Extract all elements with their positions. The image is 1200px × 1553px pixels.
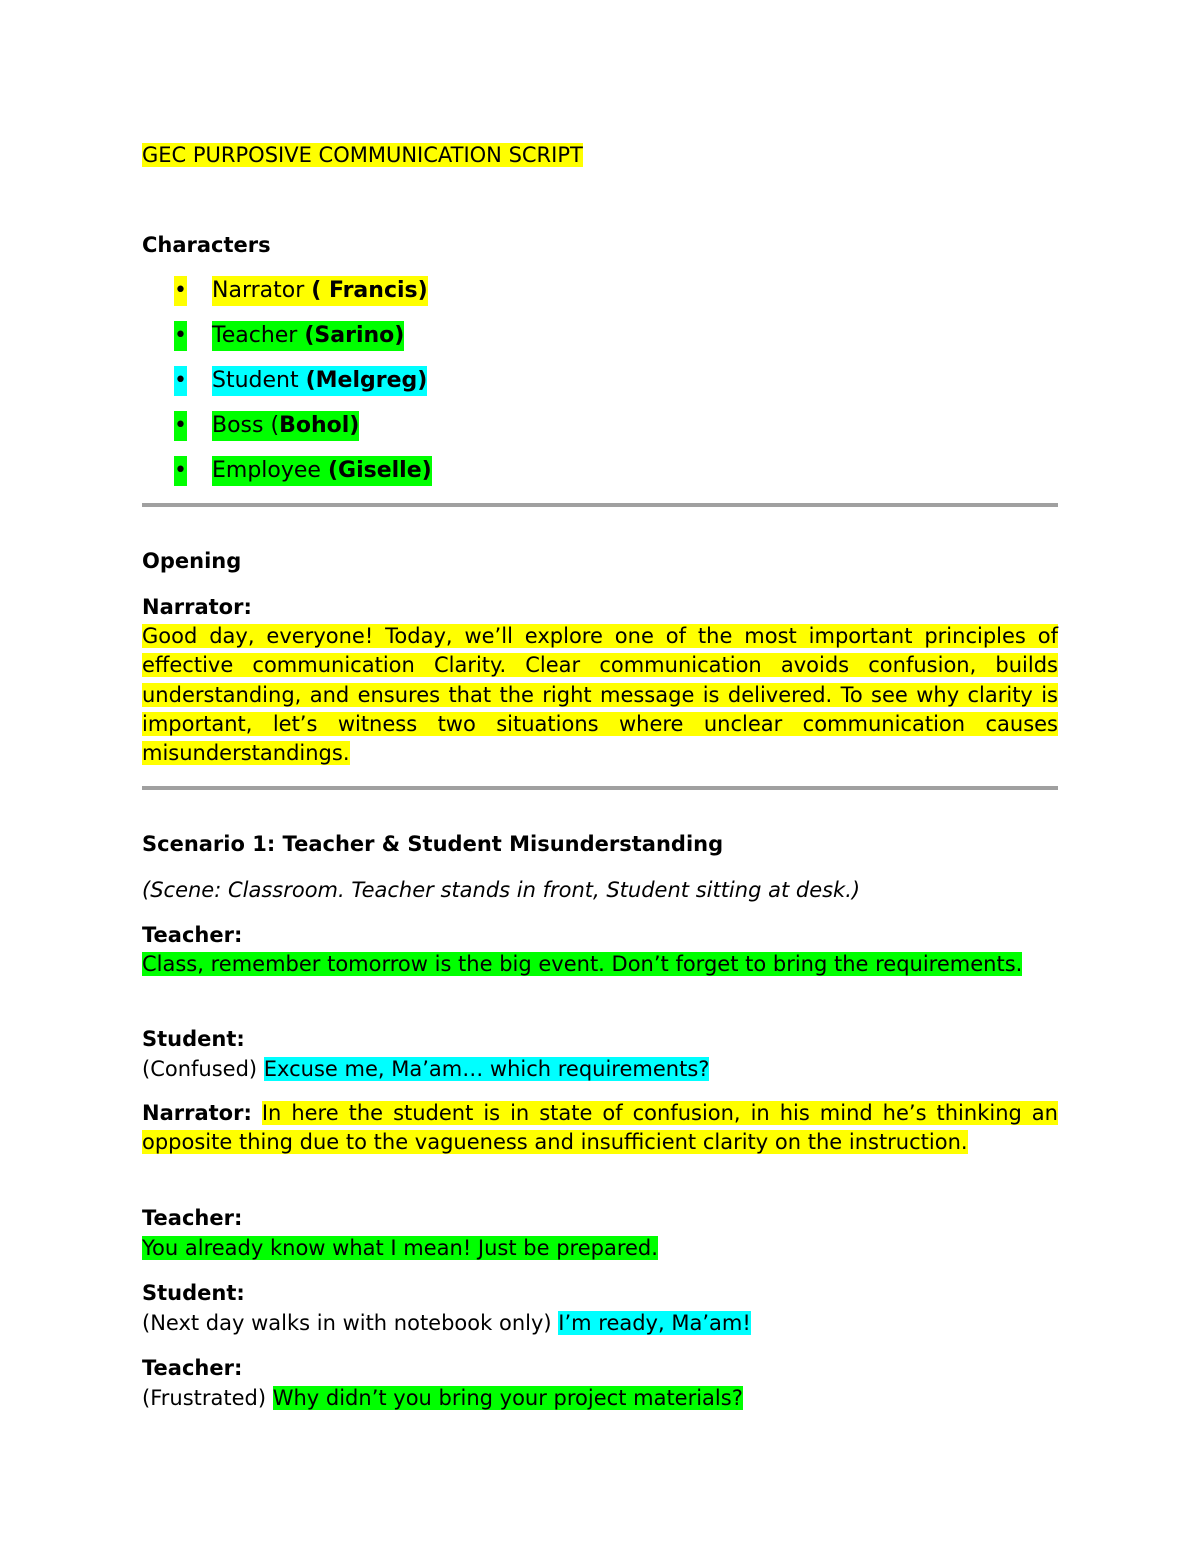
opening-heading: Opening	[142, 549, 242, 573]
speaker-label: Teacher:	[142, 923, 243, 947]
bullet-icon: •	[174, 366, 187, 396]
dialogue-line: Class, remember tomorrow is the big event. Don’t forget to bring the requirements.	[142, 952, 1023, 976]
speaker-label: Teacher:	[142, 1356, 243, 1380]
dialogue-line: (Frustrated) Why didn’t you bring your project materials?	[142, 1386, 743, 1410]
stage-direction: (Frustrated)	[142, 1386, 273, 1410]
horizontal-divider	[142, 786, 1058, 790]
character-role: Employee	[212, 458, 328, 483]
speaker-label: Student:	[142, 1281, 245, 1305]
character-actor: (Sarino)	[304, 323, 405, 348]
speaker-label: Narrator:	[142, 1101, 252, 1125]
character-actor: (Melgreg)	[305, 368, 428, 393]
dialogue-line: You already know what I mean! Just be prepared.	[142, 1236, 658, 1260]
dialogue-line: (Confused) Excuse me, Ma’am… which requirements?	[142, 1057, 710, 1081]
stage-direction: (Next day walks in with notebook only)	[142, 1311, 559, 1335]
stage-direction: (Confused)	[142, 1057, 264, 1081]
opening-text: Good day, everyone! Today, we’ll explore one of the most important principles of effective communication Clarity. Clear communication avoids confusion, builds understanding, and ensures that the right message is delivered. To see why clarity is important, let’s witness two situations where unclear communication causes misunderstandings.	[142, 624, 1058, 766]
speaker-label: Student:	[142, 1027, 245, 1051]
character-actor: (Giselle)	[327, 458, 432, 483]
dialogue-line: (Next day walks in with notebook only) I’m ready, Ma’am!	[142, 1311, 751, 1335]
scenario-heading: Scenario 1: Teacher & Student Misunderstanding	[142, 832, 724, 856]
opening-speaker: Narrator:	[142, 595, 252, 619]
characters-heading: Characters	[142, 233, 271, 257]
horizontal-divider	[142, 503, 1058, 507]
character-role: Teacher	[212, 323, 305, 348]
scene-direction: (Scene: Classroom. Teacher stands in front, Student sitting at desk.)	[142, 878, 861, 902]
character-role: Student	[212, 368, 306, 393]
bullet-icon: •	[174, 276, 187, 306]
speaker-label: Teacher:	[142, 1206, 243, 1230]
bullet-icon: •	[174, 411, 187, 441]
bullet-icon: •	[174, 456, 187, 486]
character-actor: Bohol)	[279, 413, 360, 438]
character-role: Narrator	[212, 278, 312, 303]
character-role: Boss (	[212, 413, 280, 438]
character-actor: ( Francis)	[311, 278, 428, 303]
bullet-icon: •	[174, 321, 187, 351]
dialogue-line: Narrator: In here the student is in state of confusion, in his mind he’s thinking an opposite thing due to the vagueness and insufficient clarity on the instruction.	[142, 1101, 1058, 1155]
document-title: GEC PURPOSIVE COMMUNICATION SCRIPT	[142, 143, 583, 167]
